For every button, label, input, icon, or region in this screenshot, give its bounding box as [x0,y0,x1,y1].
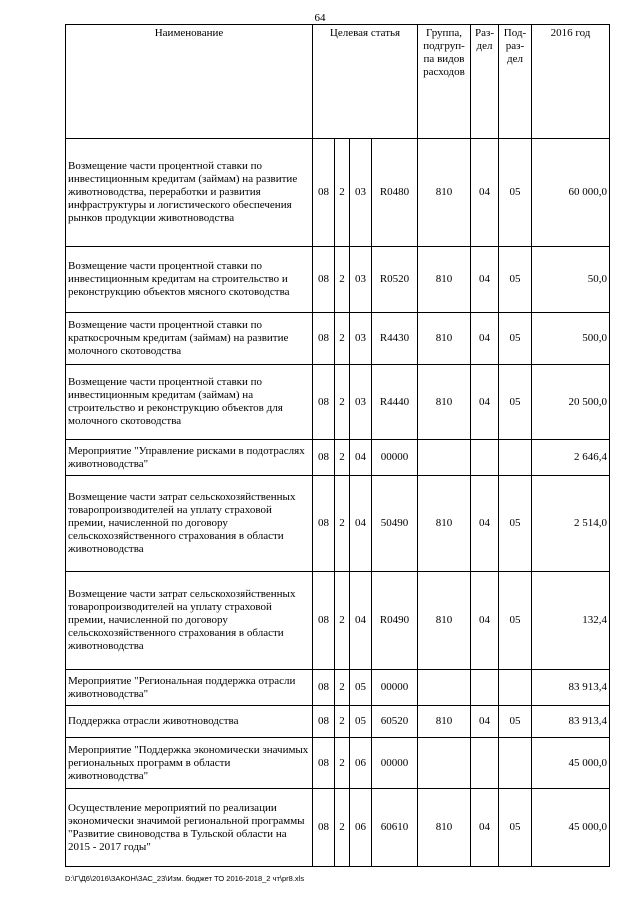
row-code-2: 2 [335,365,350,440]
table-row [66,789,610,867]
table-header-row [66,25,610,139]
row-name: Возмещение части процентной ставки по инвестиционным кредитам (займам) на развитие животноводства, переработки и развития инфраструктуры и логистического обеспечения рынков продукции животноводства [66,139,313,247]
row-section: 04 [471,476,499,572]
row-subsection: 05 [499,476,532,572]
row-subsection: 05 [499,706,532,738]
row-amount: 2 514,0 [532,476,610,572]
row-subsection: 05 [499,365,532,440]
row-code-2: 2 [335,440,350,476]
row-code-3: 06 [350,738,372,789]
row-code-3: 04 [350,476,372,572]
row-section: 04 [471,313,499,365]
row-name: Возмещение части затрат сельскохозяйственных товаропроизводителей на уплату страховой премии, начисленной по договору сельскохозяйственного страхования в области животноводства [66,476,313,572]
row-subsection [499,440,532,476]
header-section: Раз-дел [471,25,499,139]
row-code-1: 08 [313,738,335,789]
row-group: 810 [418,789,471,867]
row-subsection [499,738,532,789]
row-code-4: 60610 [372,789,418,867]
row-code-3: 03 [350,365,372,440]
row-amount: 45 000,0 [532,789,610,867]
table-row [66,670,610,706]
row-code-4: 50490 [372,476,418,572]
table-row [66,365,610,440]
file-path-footer: D:\Г\Д6\2016\ЗАКОН\ЗАС_23\Изм. бюджет ТО 2016-2018_2 чт\pr8.xls [65,874,305,883]
row-code-1: 08 [313,139,335,247]
row-section: 04 [471,365,499,440]
row-code-4: 00000 [372,440,418,476]
table-row [66,313,610,365]
row-code-3: 05 [350,670,372,706]
row-subsection: 05 [499,789,532,867]
row-code-4: R4430 [372,313,418,365]
row-group: 810 [418,139,471,247]
row-subsection: 05 [499,139,532,247]
row-code-1: 08 [313,789,335,867]
row-code-1: 08 [313,440,335,476]
row-code-4: 00000 [372,670,418,706]
row-amount: 500,0 [532,313,610,365]
row-amount: 2 646,4 [532,440,610,476]
table-row [66,738,610,789]
row-code-3: 04 [350,440,372,476]
row-section: 04 [471,789,499,867]
row-code-3: 03 [350,139,372,247]
row-code-1: 08 [313,313,335,365]
header-subsection: Под-раз-дел [499,25,532,139]
table-row [66,476,610,572]
header-group: Группа, подгруп-па видов расходов [418,25,471,139]
row-code-1: 08 [313,706,335,738]
table-row [66,440,610,476]
row-code-1: 08 [313,476,335,572]
row-code-2: 2 [335,476,350,572]
row-code-2: 2 [335,738,350,789]
row-code-1: 08 [313,247,335,313]
row-group: 810 [418,706,471,738]
row-amount: 60 000,0 [532,139,610,247]
row-subsection: 05 [499,247,532,313]
row-amount: 83 913,4 [532,670,610,706]
row-code-2: 2 [335,572,350,670]
row-section [471,738,499,789]
table-row [66,572,610,670]
row-code-1: 08 [313,572,335,670]
row-subsection: 05 [499,572,532,670]
header-year: 2016 год [532,25,610,139]
row-code-2: 2 [335,313,350,365]
row-name: Осуществление мероприятий по реализации экономически значимой региональной программы "Развитие свиноводства в Тульской области на 2015 - 2017 годы" [66,789,313,867]
row-group [418,440,471,476]
row-subsection: 05 [499,313,532,365]
row-name: Возмещение части процентной ставки по краткосрочным кредитам (займам) на развитие молочного скотоводства [66,313,313,365]
row-amount: 132,4 [532,572,610,670]
budget-table [65,24,610,867]
row-section [471,440,499,476]
row-code-1: 08 [313,670,335,706]
row-name: Мероприятие "Региональная поддержка отрасли животноводства" [66,670,313,706]
row-code-2: 2 [335,247,350,313]
row-group: 810 [418,247,471,313]
row-section: 04 [471,247,499,313]
row-code-3: 04 [350,572,372,670]
row-group: 810 [418,476,471,572]
row-code-4: R0520 [372,247,418,313]
row-code-4: R0490 [372,572,418,670]
row-amount: 50,0 [532,247,610,313]
row-code-3: 03 [350,313,372,365]
row-name: Мероприятие "Поддержка экономически значимых региональных программ в области животноводства" [66,738,313,789]
row-amount: 83 913,4 [532,706,610,738]
row-section: 04 [471,572,499,670]
row-code-1: 08 [313,365,335,440]
row-code-3: 03 [350,247,372,313]
table-row [66,706,610,738]
row-code-2: 2 [335,706,350,738]
table-row [66,247,610,313]
row-group: 810 [418,365,471,440]
table-row [66,139,610,247]
row-section: 04 [471,706,499,738]
row-group: 810 [418,572,471,670]
header-name: Наименование [66,25,313,139]
row-name: Поддержка отрасли животноводства [66,706,313,738]
row-name: Мероприятие "Управление рисками в подотраслях животноводства" [66,440,313,476]
row-section: 04 [471,139,499,247]
row-amount: 20 500,0 [532,365,610,440]
row-section [471,670,499,706]
row-code-2: 2 [335,670,350,706]
row-group [418,738,471,789]
row-amount: 45 000,0 [532,738,610,789]
row-code-4: R4440 [372,365,418,440]
row-group [418,670,471,706]
row-code-2: 2 [335,139,350,247]
row-code-2: 2 [335,789,350,867]
row-code-4: 00000 [372,738,418,789]
row-code-4: R0480 [372,139,418,247]
row-code-3: 05 [350,706,372,738]
row-code-4: 60520 [372,706,418,738]
row-code-3: 06 [350,789,372,867]
header-target-article: Целевая статья [313,25,418,139]
row-name: Возмещение части затрат сельскохозяйственных товаропроизводителей на уплату страховой премии, начисленной по договору сельскохозяйственного страхования в области животноводства [66,572,313,670]
row-group: 810 [418,313,471,365]
row-name: Возмещение части процентной ставки по инвестиционным кредитам (займам) на строительство и реконструкцию объектов для молочного скотоводства [66,365,313,440]
row-name: Возмещение части процентной ставки по инвестиционным кредитам на строительство и реконструкцию объектов мясного скотоводства [66,247,313,313]
page-number: 64 [314,12,326,24]
row-subsection [499,670,532,706]
